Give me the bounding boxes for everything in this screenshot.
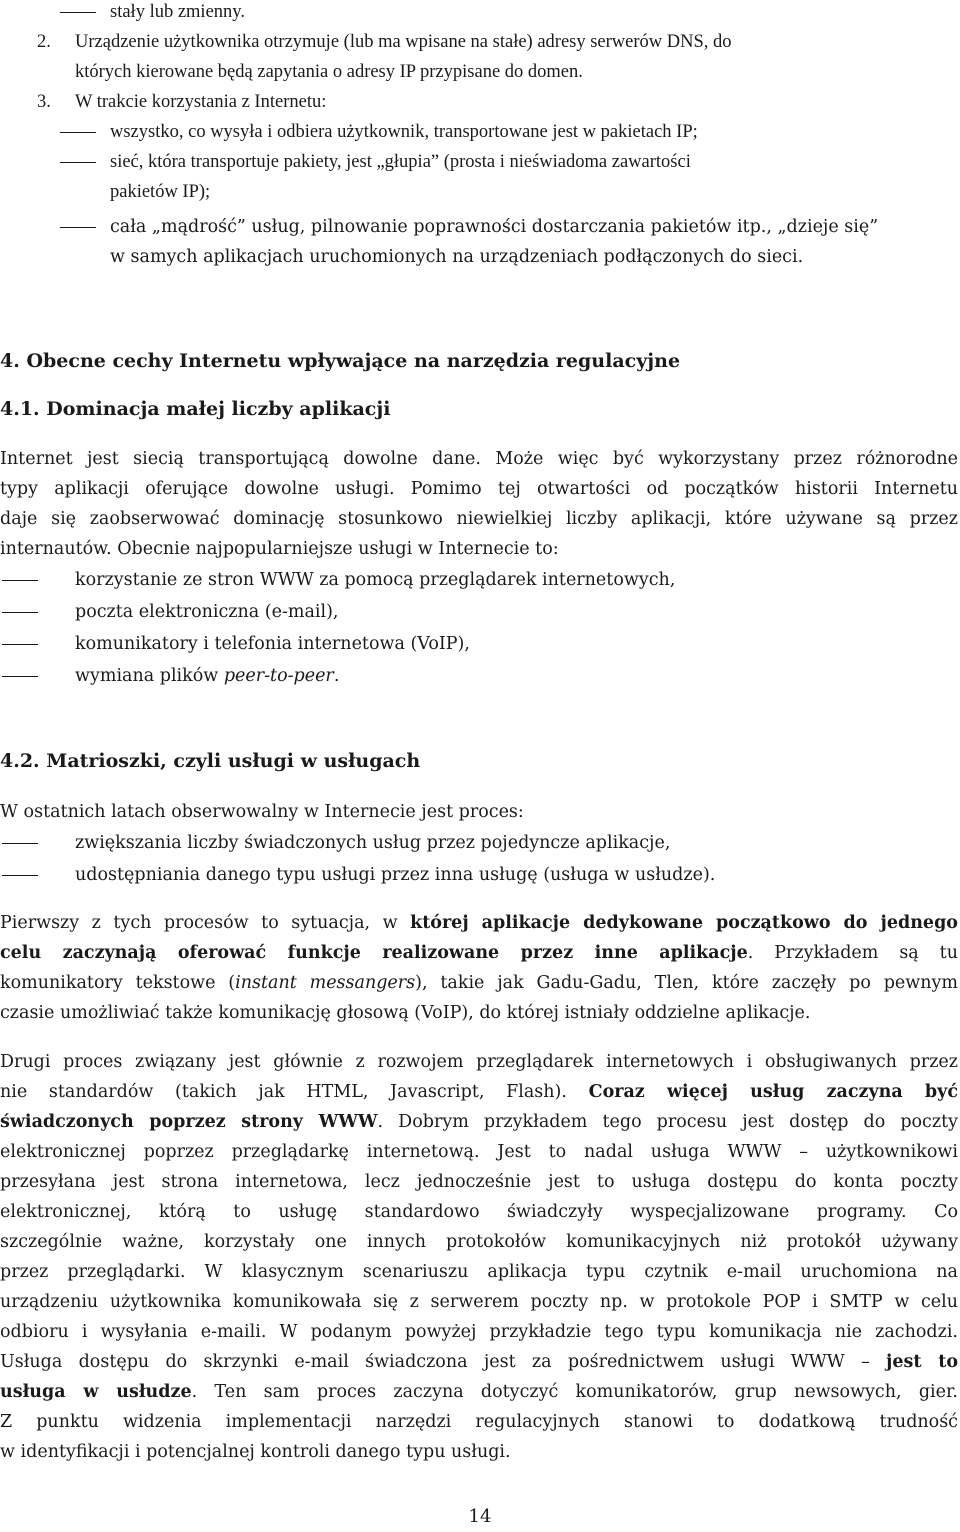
list-item-continued: w samych aplikacjach uruchomionych na urządzeniach podłączonych do sieci. — [110, 247, 804, 267]
list-item: udostępniania danego typu usługi przez inna usługę (usługa w usłudze). — [75, 865, 716, 885]
list-dash — [2, 676, 38, 677]
list-dash — [2, 612, 38, 613]
paragraph-line: celu zaczynają oferować funkcje realizowane przez inne aplikacje. Przykładem są tu — [0, 943, 958, 963]
list-item: korzystanie ze stron WWW za pomocą przeglądarek internetowych, — [75, 570, 676, 590]
list-item: wszystko, co wysyła i odbiera użytkownik, transportowane jest w pakietach IP; — [110, 122, 698, 142]
list-dash — [60, 227, 96, 228]
list-dash — [2, 580, 38, 581]
paragraph-line: szczególnie ważne, korzystały one innych protokołów komunikacyjnych niż protokół używany — [0, 1232, 958, 1252]
paragraph-line: W ostatnich latach obserwowalny w Internecie jest proces: — [0, 802, 524, 822]
list-dash — [2, 843, 38, 844]
list-item: stały lub zmienny. — [110, 2, 245, 22]
paragraph-line: Z punktu widzenia implementacji narzędzi regulacyjnych stanowi to dodatkową trudność — [0, 1412, 958, 1432]
paragraph-line: typy aplikacji oferujące dowolne usługi. Pomimo tej otwartości od początków historii Internetu — [0, 479, 958, 499]
list-item: zwiększania liczby świadczonych usług przez pojedyncze aplikacje, — [75, 833, 671, 853]
list-dash — [60, 12, 96, 13]
list-item-continued: których kierowane będą zapytania o adresy IP przypisane do domen. — [75, 62, 583, 82]
emphasis-text: peer-to-peer — [223, 666, 334, 686]
list-item: komunikatory i telefonia internetowa (VoIP), — [75, 634, 470, 654]
list-item: cała „mądrość” usług, pilnowanie poprawności dostarczania pakietów itp., „dzieje się” — [110, 217, 879, 237]
list-dash — [60, 162, 96, 163]
paragraph-line: Drugi proces związany jest głównie z rozwojem przeglądarek internetowych i obsługiwanych przez — [0, 1052, 958, 1072]
paragraph-line: przez przeglądarki. W klasycznym scenariuszu aplikacja typu czytnik e-mail uruchomiona na — [0, 1262, 958, 1282]
list-dash — [2, 644, 38, 645]
paragraph-line: Usługa dostępu do skrzynki e-mail świadczona jest za pośrednictwem usługi WWW – jest to — [0, 1352, 958, 1372]
paragraph-line: internautów. Obecnie najpopularniejsze usługi w Internecie to: — [0, 539, 559, 559]
list-number: 3. — [37, 92, 51, 112]
paragraph-line: usługa w usłudze. Ten sam proces zaczyna dotyczyć komunikatorów, grup newsowych, gier. — [0, 1382, 958, 1402]
paragraph-line: Internet jest siecią transportującą dowolne dane. Może więc być wykorzystany przez różnorodne — [0, 449, 958, 469]
paragraph-line: w identyfikacji i potencjalnej kontroli danego typu usługi. — [0, 1442, 511, 1462]
paragraph-line: nie standardów (takich jak HTML, Javascript, Flash). Coraz więcej usług zaczyna być — [0, 1082, 958, 1102]
list-item-continued: pakietów IP); — [110, 182, 211, 202]
list-item: wymiana plików peer-to-peer. — [75, 666, 340, 686]
paragraph-line: elektronicznej poprzez przeglądarkę internetową. Jest to nadal usługa WWW – użytkownikowi — [0, 1142, 958, 1162]
paragraph-line: urządzeniu użytkownika komunikowała się z serwerem poczty np. w protokole POP i SMTP w celu — [0, 1292, 958, 1312]
subsection-heading: 4.2. Matrioszki, czyli usługi w usługach — [0, 750, 421, 772]
list-number: 2. — [37, 32, 51, 52]
paragraph-line: Pierwszy z tych procesów to sytuacja, w której aplikacje dedykowane początkowo do jednego — [0, 913, 958, 933]
list-dash — [2, 875, 38, 876]
list-item: W trakcie korzystania z Internetu: — [75, 92, 327, 112]
paragraph-line: komunikatory tekstowe (instant messangers), takie jak Gadu-Gadu, Tlen, które zaczęły po pewnym — [0, 973, 959, 993]
page-number: 14 — [468, 1506, 492, 1527]
section-heading: 4. Obecne cechy Internetu wpływające na narzędzia regulacyjne — [0, 350, 681, 372]
list-dash — [60, 132, 96, 133]
paragraph-line: odbioru i wysyłania e-maili. W podanym powyżej przykładzie tego typu komunikacja nie zachodzi. — [0, 1322, 958, 1342]
paragraph-line: przesyłana jest strona internetowa, lecz jednocześnie jest to usługa dostępu do konta poczty — [0, 1172, 958, 1192]
subsection-heading: 4.1. Dominacja małej liczby aplikacji — [0, 398, 391, 420]
list-item: Urządzenie użytkownika otrzymuje (lub ma wpisane na stałe) adresy serwerów DNS, do — [75, 32, 732, 52]
list-item: sieć, która transportuje pakiety, jest „głupia” (prosta i nieświadoma zawartości — [110, 152, 691, 172]
paragraph-line: daje się zaobserwować dominację stosunkowo niewielkiej liczby aplikacji, które używane są przez — [0, 509, 958, 529]
paragraph-line: elektronicznej, którą to usługę standardowo świadczyły wyspecjalizowane programy. Co — [0, 1202, 958, 1222]
list-item: poczta elektroniczna (e-mail), — [75, 602, 339, 622]
paragraph-line: czasie umożliwiać także komunikację głosową (VoIP), do której istniały oddzielne aplikacje. — [0, 1003, 811, 1023]
paragraph-line: świadczonych poprzez strony WWW. Dobrym przykładem tego procesu jest dostęp do poczty — [0, 1112, 958, 1132]
